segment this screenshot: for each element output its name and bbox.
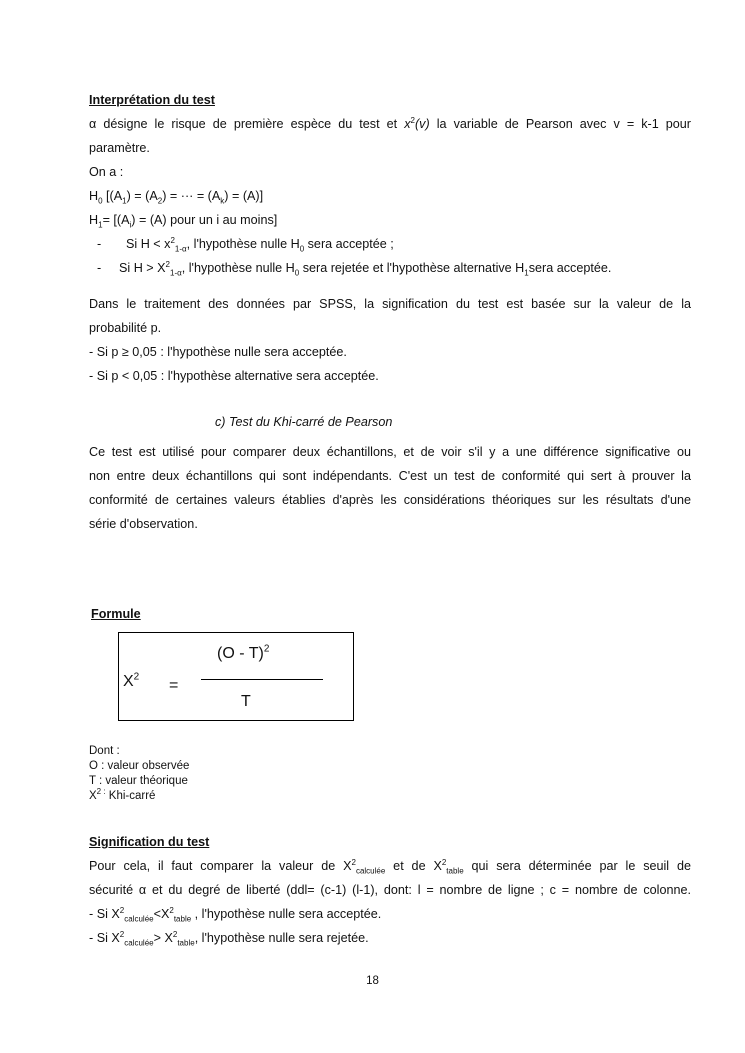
- section-c-line4: série d'observation.: [89, 517, 198, 531]
- formula-denominator: T: [241, 693, 251, 710]
- interpretation-heading: Interprétation du test: [89, 93, 215, 107]
- signification-line1: Pour cela, il faut comparer la valeur de $X^2_{calculée}$ et de $X^2_{table}$ qui sera déterminée par le seuil de: [89, 857, 691, 876]
- dont-label: Dont :: [89, 745, 120, 757]
- document-page: [89, 88, 691, 536]
- signification-line2: sécurité α et du degré de liberté (ddl= (c-1) (l-1), dont: l = nombre de ligne ; c = nombre de colonne.: [89, 883, 691, 897]
- page-number: 18: [366, 975, 379, 987]
- formula-lhs: $X^2$: [123, 671, 140, 690]
- signification-section: [89, 830, 691, 950]
- h1-hypothesis: $H_1= [(A_i) = (A)$ pour un i au moins]: [89, 213, 278, 230]
- formula-numerator: (O - T)$^2$: [217, 643, 270, 662]
- fraction-bar: [201, 679, 323, 680]
- spss-paragraph-line2: probabilité p.: [89, 321, 162, 335]
- rule-bullet-reject: - Si $H > X^2_{1-\alpha}$, l'hypothèse nulle $H_0$ sera rejetée et l'hypothèse alternative $H_1sera$ acceptée.: [97, 259, 612, 278]
- formula-legend: [89, 744, 189, 804]
- spss-rule-alternative: - Si p < 0,05 : l'hypothèse alternative sera acceptée.: [89, 369, 379, 383]
- interpretation-paragraph-line2: paramètre.: [89, 141, 150, 155]
- signification-rule-accept: - Si $X^2_{calculée}<X^2_{table}$ , l'hypothèse nulle sera acceptée.: [89, 905, 382, 924]
- section-c-line2: non entre deux échantillons qui sont indépendants. C'est un test de conformité qui sert à prouver la: [89, 469, 691, 483]
- section-c-title: c) Test du Khi-carré de Pearson: [215, 415, 393, 429]
- section-c-line3: conformité de certaines valeurs établies d'après les considérations théoriques sur les résultats d'une: [89, 493, 691, 507]
- on-a-label: On a :: [89, 165, 124, 179]
- x2-definition: $X^{2 :}$ Khi-carré: [89, 787, 156, 802]
- spss-paragraph-line1: Dans le traitement des données par SPSS, la signification du test est basée sur la valeur de la: [89, 297, 691, 311]
- section-c-line1: Ce test est utilisé pour comparer deux échantillons, et de voir s'il y a une différence significative ou: [89, 445, 691, 459]
- spss-rule-accept: - Si p ≥ 0,05 : l'hypothèse nulle sera acceptée.: [89, 345, 347, 359]
- rule-bullet-accept: - Si $H < x^2_{1-\alpha}$, l'hypothèse nulle $H_0$ sera acceptée ;: [97, 235, 394, 254]
- signification-rule-reject: - Si $X^2_{calculée}> X^2_{table}$, l'hypothèse nulle sera rejetée.: [89, 929, 369, 948]
- h0-hypothesis: $H_0$ [$(A_1) = (A_2)$ = ··· = $(A_k) = (A)$]: [89, 189, 264, 206]
- interpretation-paragraph-line1: α désigne le risque de première espèce du test et $x^2(v)$ la variable de Pearson avec v = k-1 pour: [89, 115, 691, 131]
- signification-heading: Signification du test: [89, 835, 210, 849]
- formula-equals: =: [169, 677, 179, 694]
- formula-box: [118, 632, 354, 721]
- t-definition: T : valeur théorique: [89, 775, 188, 787]
- formule-heading: Formule: [91, 607, 141, 621]
- o-definition: O : valeur observée: [89, 760, 190, 772]
